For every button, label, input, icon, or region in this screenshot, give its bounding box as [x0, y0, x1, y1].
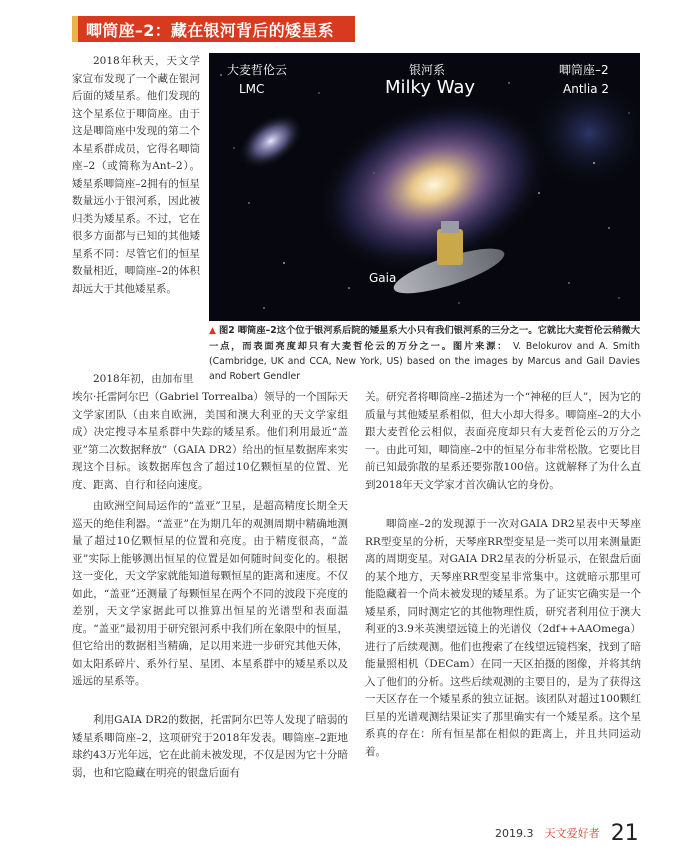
paragraph-2-cont: 埃尔·托雷阿尔巴（Gabriel Torrealba）领导的一个国际天文学家团队（由来自欧洲，美国和澳大利亚的天文学家组成）决定搜寻本星系群中失踪的矮星系。他们利用最近“盖亚”第二次数据释放”（GAIA DR2）给出的恒星数据库来实现这个目标。该数据库包含了超过10亿颗恒星的位置、光度、距离、自行和径向速度。: [72, 391, 348, 491]
paragraph-4: 利用GAIA DR2的数据，托雷阿尔巴等人发现了暗弱的矮星系唧筒座–2，这项研究于2018年发表。唧筒座–2距地球约43万光年远，它在此前未被发现，不仅是因为它十分暗弱，也和它隐藏在明亮的银盘后面有: [72, 714, 348, 779]
title-accent-strip: [72, 16, 78, 42]
label-lmc-cn: 大麦哲伦云: [227, 63, 288, 77]
paragraph-5: 关。研究者将唧筒座–2描述为一个“神秘的巨人”，因为它的质量与其他矮星系相似，但大小却大得多。唧筒座–2的大小跟大麦哲伦云相似，表面亮度却只有大麦哲伦云的万分之一。由此可知，唧筒座–2中的恒星分布非常松散。它要比目前已知最弥散的星系还要弥散100倍。这就解释了为什么直到2018年天文学家才首次确认它的身份。: [365, 391, 641, 491]
label-antlia2-cn: 唧筒座–2: [559, 63, 609, 77]
galaxy-figure: [209, 53, 640, 321]
label-lmc-en: LMC: [239, 82, 265, 96]
magazine-name: 天文爱好者: [544, 827, 600, 840]
paragraph-3: 由欧洲空间局运作的“盖亚”卫星，是超高精度长期全天巡天的绝佳利器。“盖亚”在为期几年的观测周期中精确地测量了超过10亿颗恒星的位置和亮度。由于精度很高，“盖亚”实际上能够测出恒星的位置是如何随时间变化的。根据这一变化，天文学家就能知道每颗恒星的距离和速度。不仅如此，“盖亚”还测量了每颗恒星在两个不同的波段下亮度的差别，天文学家据此可以推算出恒星的光谱型和表面温度。“盖亚”最初用于研究银河系中我们所在象限中的恒星，但它给出的数据相当精确，足以用来进一步研究其他天体，如太阳系碎片、系外行星、星团、本星系群中的矮星系以及遥远的星系等。: [72, 500, 348, 687]
page-footer: [495, 818, 639, 844]
label-milky-way-cn: 银河系: [409, 63, 446, 77]
caption-credit: V. Belokurov and A. Smith (Cambridge, UK and CCA, New York, US) based on the images by Marcus and Gail Davies and Robert Gendler: [209, 341, 640, 382]
label-gaia: Gaia: [369, 271, 397, 285]
paragraph-2-start: 2018年初，由加布里: [93, 373, 194, 385]
caption-figure-number: 图2: [218, 325, 235, 336]
paragraph-6: 唧筒座–2的发现源于一次对GAIA DR2星表中天琴座RR型变星的分析，天琴座RR型变星是一类可以用来测量距离的周期变星。对GAIA DR2星表的分析显示，在银盘后面的某个地方，天琴座RR型变星非常集中。这就暗示那里可能隐藏着一个尚未被发现的矮星系。为了证实它确实是一个矮星系，同时测定它的其他物理性质，研究者利用位于澳大利亚的3.9米英澳望远镜上的光谱仪（2df++AAOmega）进行了后续观测。他们也搜索了在线望远镜档案，找到了暗能量照相机（DECam）在同一天区拍摄的图像，并将其纳入了他们的分析。这些后续观测的主要目的，是为了获得这一天区存在一个矮星系的独立证据。该团队对超过100颗红巨星的光谱观测结果证实了那里确实有一个矮星系。这个星系真的存在：所有恒星都在相似的距离上，并且共同运动着。: [365, 518, 641, 758]
caption-description: 唧筒座–2这个位于银河系后院的矮星系大小只有我们银河系的三分之一。它就比大麦哲伦云稍微大一点，而表面亮度却只有大麦哲伦云的万分之一。图片来源：: [209, 325, 641, 352]
article-title-bar: [72, 16, 355, 42]
intro-paragraph: 2018年秋天，天文学家宣布发现了一个藏在银河后面的矮星系。他们发现的这个星系位于唧筒座。由于这是唧筒座中发现的第二个本星系群成员，它得名唧筒座–2（或简称为Ant–2）。矮星系唧筒座–2拥有的恒星数量远小于银河系，因此被归类为矮星系。不过，它在很多方面都与已知的其他矮星系不同：尽管它们的恒星数量相近，唧筒座–2的体积却远大于其他矮星系。: [72, 55, 200, 295]
label-milky-way-en: Milky Way: [385, 77, 476, 98]
figure-caption: [209, 323, 640, 384]
issue-date: 2019.3: [495, 827, 534, 840]
caption-marker: ▲: [209, 326, 216, 336]
page-number: 21: [610, 821, 639, 846]
label-antlia2-en: Antlia 2: [563, 82, 609, 96]
article-title: 唧筒座–2：藏在银河背后的矮星系: [86, 21, 334, 40]
